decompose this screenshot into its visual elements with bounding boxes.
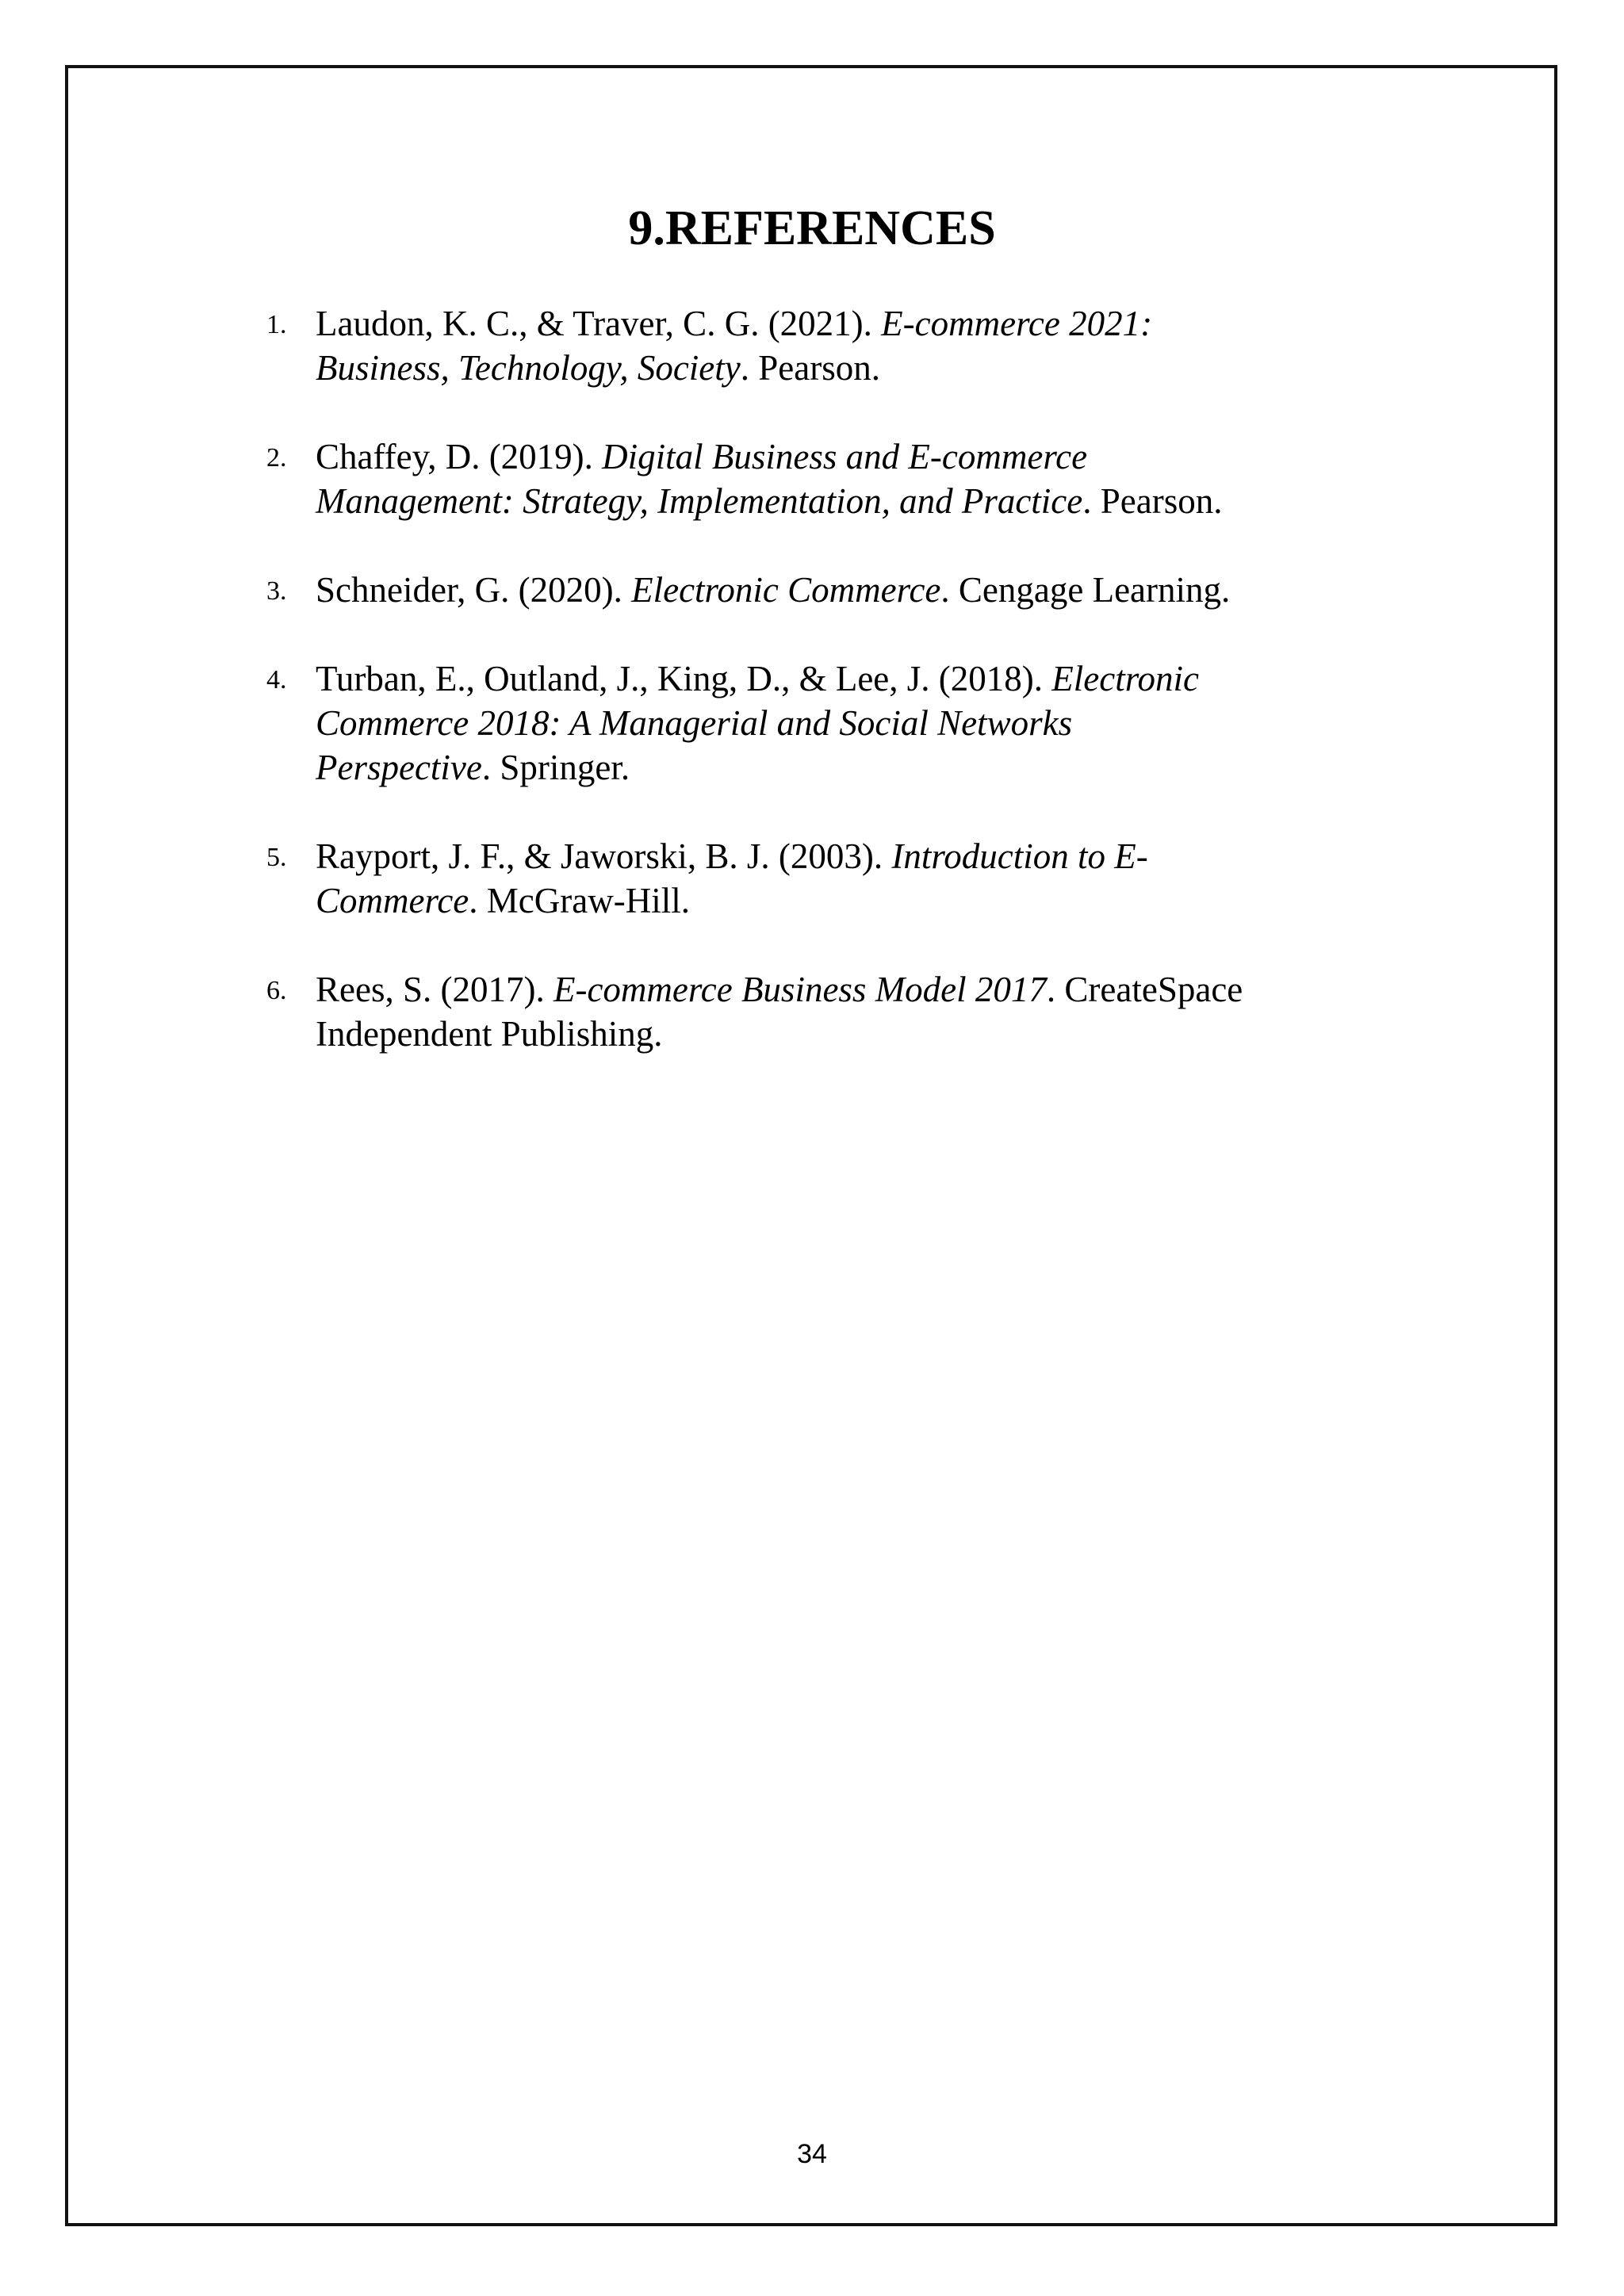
reference-text: Rayport, J. F., & Jaworski, B. J. (2003). xyxy=(316,836,892,876)
reference-title-text: E-commerce Business Model 2017 xyxy=(553,970,1047,1009)
reference-title-text: Digital Business and E-commerce xyxy=(602,437,1088,476)
reference-number: 5. xyxy=(266,843,287,872)
references-list xyxy=(266,301,1377,1056)
reference-title-text: Commerce 2018: A Managerial and Social Networks xyxy=(316,703,1073,743)
page-title: 9.REFERENCES xyxy=(628,201,996,255)
reference-number: 4. xyxy=(266,665,287,695)
reference-item-6 xyxy=(266,967,1377,1056)
reference-text: Laudon, K. C., & Traver, C. G. (2021). xyxy=(316,304,882,343)
reference-line xyxy=(316,346,1377,390)
reference-line xyxy=(316,745,1377,790)
reference-line xyxy=(316,301,1377,346)
reference-line xyxy=(316,479,1377,523)
reference-item-2 xyxy=(266,434,1377,523)
reference-text: . CreateSpace xyxy=(1046,970,1243,1009)
reference-number: 2. xyxy=(266,443,287,473)
reference-number: 1. xyxy=(266,310,287,339)
reference-title-text: Business, Technology, Society xyxy=(316,348,741,388)
reference-title-text: Introduction to E- xyxy=(891,836,1148,876)
reference-number: 6. xyxy=(266,976,287,1005)
reference-text: Schneider, G. (2020). xyxy=(316,570,632,610)
reference-title-text: Management: Strategy, Implementation, and Practice xyxy=(316,481,1083,521)
reference-text: Turban, E., Outland, J., King, D., & Lee, J. (2018). xyxy=(316,659,1052,698)
reference-number: 3. xyxy=(266,576,287,606)
reference-title-text: Electronic xyxy=(1051,659,1200,698)
reference-item-5 xyxy=(266,834,1377,923)
reference-line xyxy=(316,656,1377,701)
reference-line xyxy=(316,434,1377,479)
reference-text: Rees, S. (2017). xyxy=(316,970,553,1009)
reference-title-text: E-commerce 2021: xyxy=(881,304,1153,343)
reference-line xyxy=(316,1012,1377,1056)
reference-line xyxy=(316,967,1377,1012)
reference-text: . Cengage Learning. xyxy=(940,570,1231,610)
reference-item-1 xyxy=(266,301,1377,390)
reference-text: Chaffey, D. (2019). xyxy=(316,437,603,476)
reference-title-text: Commerce xyxy=(316,881,469,920)
reference-title-text: Electronic Commerce xyxy=(631,570,941,610)
page-number: 34 xyxy=(797,2139,827,2169)
reference-text: . Pearson. xyxy=(740,348,880,388)
reference-line xyxy=(316,878,1377,923)
reference-text: . Springer. xyxy=(481,748,630,787)
reference-line xyxy=(316,834,1377,878)
reference-text: Independent Publishing. xyxy=(316,1014,663,1054)
reference-text: . Pearson. xyxy=(1082,481,1223,521)
reference-line xyxy=(316,701,1377,745)
reference-item-4 xyxy=(266,656,1377,790)
reference-line xyxy=(316,568,1377,612)
reference-item-3 xyxy=(266,568,1377,612)
reference-text: . McGraw-Hill. xyxy=(469,881,690,920)
reference-title-text: Perspective xyxy=(316,748,482,787)
